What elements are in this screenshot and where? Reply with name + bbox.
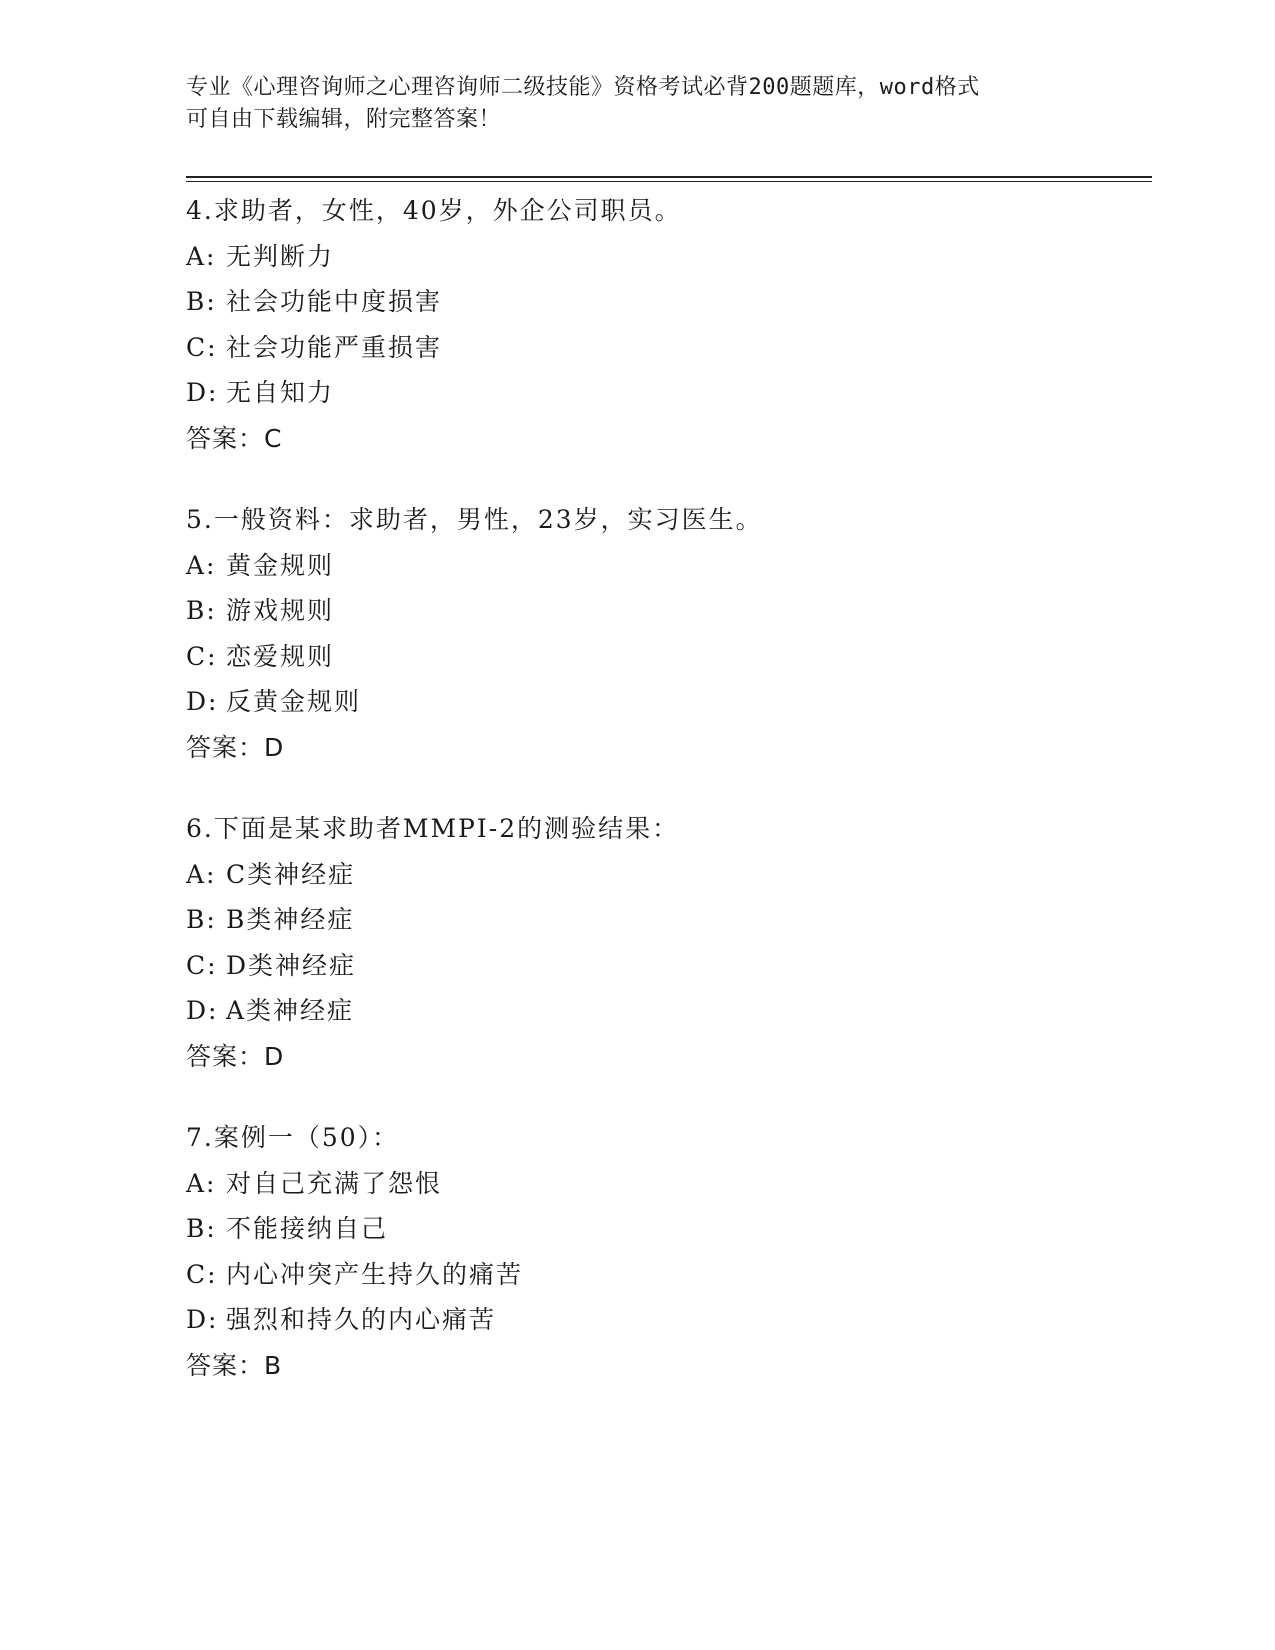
question-stem: 5.一般资料：求助者，男性，23岁，实习医生。 [186,505,763,534]
document-header [186,72,1086,136]
option-text: 对自己充满了怨恨 [226,1168,443,1198]
option-c [186,634,1146,680]
question-item [186,188,1146,461]
option-d [186,370,1146,416]
option-key: A: [186,1168,217,1198]
option-text: 社会功能中度损害 [226,287,443,316]
option-b [186,897,1146,943]
option-text: 反黄金规则 [226,687,362,716]
option-key: C: [186,950,218,980]
question-item [186,1115,1146,1388]
option-text: D类神经症 [226,950,357,980]
question-item [186,806,1146,1079]
option-d [186,679,1146,725]
option-d [186,1297,1146,1343]
option-key: D: [186,1305,219,1334]
option-text: 内心冲突产生持久的痛苦 [226,1259,524,1289]
option-key: C: [186,641,218,671]
option-text: 社会功能严重损害 [226,332,443,362]
option-key: B: [186,905,217,934]
option-text: 游戏规则 [226,596,335,625]
option-text: A类神经症 [226,996,355,1025]
option-key: B: [186,1214,217,1243]
option-text: 黄金规则 [226,550,335,580]
question-stem: 6.下面是某求助者MMPI-2的测验结果： [186,814,680,843]
option-key: B: [186,287,217,316]
option-c [186,943,1146,989]
option-a [186,543,1146,589]
answer-line: 答案：B [186,1350,283,1380]
header-line-2: 可自由下载编辑，附完整答案！ [186,107,502,132]
option-a [186,852,1146,898]
option-text: B类神经症 [226,905,355,934]
option-text: 无判断力 [226,241,335,271]
option-key: D: [186,687,219,716]
option-d [186,988,1146,1034]
option-key: D: [186,996,219,1025]
option-key: C: [186,1259,218,1289]
answer-line: 答案：C [186,423,283,453]
option-b [186,1206,1146,1252]
option-text: C类神经症 [226,859,356,889]
question-list [186,188,1146,1424]
option-b [186,279,1146,325]
question-stem: 4.求助者，女性，40岁，外企公司职员。 [186,196,682,225]
answer-line: 答案：D [186,1041,285,1071]
option-key: D: [186,378,219,407]
option-a [186,234,1146,280]
option-text: 无自知力 [226,378,335,407]
option-key: C: [186,332,218,362]
option-key: A: [186,550,217,580]
header-line-1: 专业《心理咨询师之心理咨询师二级技能》资格考试必背200题题库，word格式 [186,75,980,100]
option-c [186,325,1146,371]
option-key: A: [186,859,217,889]
option-key: B: [186,596,217,625]
option-b [186,588,1146,634]
question-item [186,497,1146,770]
question-stem: 7.案例一（50）： [186,1123,400,1152]
option-text: 不能接纳自己 [226,1214,389,1243]
header-divider [186,176,1152,182]
option-text: 强烈和持久的内心痛苦 [226,1305,497,1334]
option-key: A: [186,241,217,271]
option-text: 恋爱规则 [226,641,335,671]
option-a [186,1161,1146,1207]
option-c [186,1252,1146,1298]
answer-line: 答案：D [186,732,285,762]
